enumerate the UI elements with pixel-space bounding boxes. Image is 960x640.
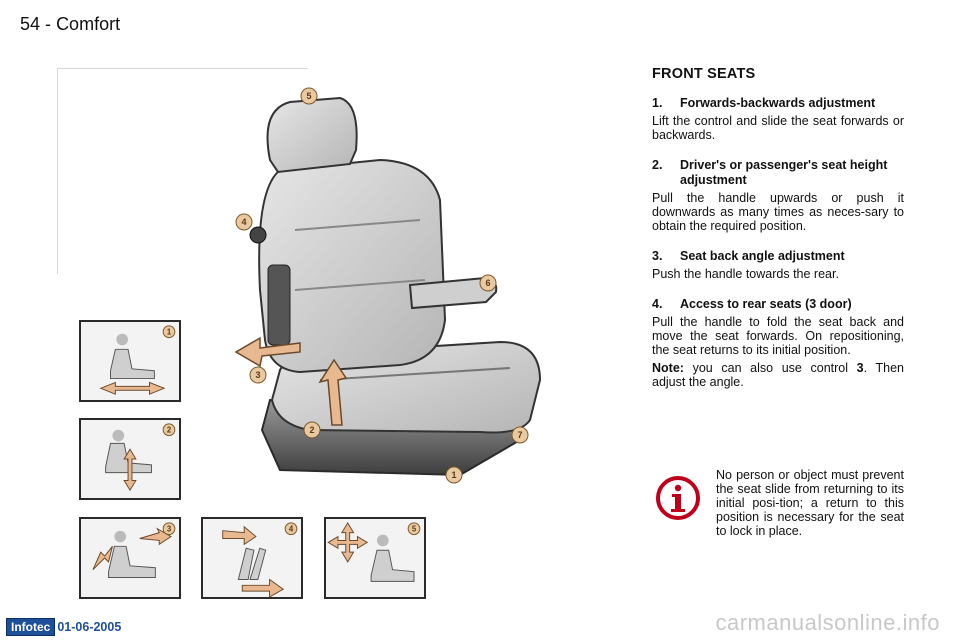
instruction-item (652, 297, 904, 357)
thumbnail-label: 2 (166, 425, 172, 435)
item-text: Pull the handle upwards or push it downwards as many times as neces-sary to obtain the required position. (652, 191, 904, 233)
instruction-item (652, 158, 904, 233)
thumbnail-seat-back (79, 517, 181, 599)
warning-text: No person or object must prevent the seat slide from returning to its initial posi-tion; a return to this position is necessary for the seat to lock in place. (716, 468, 904, 538)
page-header (20, 14, 120, 35)
item-number: 4. (652, 297, 663, 311)
note (652, 361, 904, 389)
thumbnail-forwards-backwards (79, 320, 181, 402)
instruction-item (652, 96, 904, 142)
thumbnail-headrest (324, 517, 426, 599)
item-number: 2. (652, 158, 663, 172)
seat-illustration (200, 80, 560, 500)
thumbnail-label: 4 (288, 524, 294, 534)
note-after: . Then adjust the angle. (652, 361, 904, 389)
header-separator: - (45, 14, 52, 34)
item-heading: Seat back angle adjustment (680, 249, 845, 263)
page-number: 54 (20, 14, 41, 34)
thumbnail-label: 3 (166, 524, 172, 534)
note-text: you can also use control (683, 361, 857, 375)
info-icon (656, 476, 700, 520)
watermark: carmanualsonline.info (715, 610, 940, 635)
thumbnail-label: 1 (166, 327, 172, 337)
callout-label: 7 (517, 430, 523, 440)
seat-headrest (268, 98, 357, 172)
callout-label: 3 (255, 370, 261, 380)
callout-label: 1 (451, 470, 457, 480)
frame-line (57, 68, 308, 69)
page-title: Comfort (56, 14, 121, 34)
recline-knob (250, 227, 266, 243)
thumbnail-rear-access (201, 517, 303, 599)
frame-line (57, 68, 58, 274)
callout-label: 4 (241, 217, 247, 227)
callout-label: 5 (306, 91, 312, 101)
item-text: Push the handle towards the rear. (652, 267, 839, 281)
note-control: 3 (856, 361, 864, 375)
callout-label: 6 (485, 278, 491, 288)
seat-side-handle (268, 265, 290, 345)
item-heading: Driver's or passenger's seat height adjustment (680, 158, 888, 187)
item-text: Pull the handle to fold the seat back and move the seat forwards. On repositioning, the seat returns to its initial position. (652, 315, 904, 357)
item-heading: Forwards-backwards adjustment (680, 96, 876, 110)
thumbnail-label: 5 (411, 524, 417, 534)
item-number: 3. (652, 249, 663, 263)
infotec-logo: Infotec (6, 618, 55, 636)
front-seats-section (652, 66, 904, 389)
item-text: Lift the control and slide the seat forwards or backwards. (652, 114, 904, 142)
thumbnail-height (79, 418, 181, 500)
item-number: 1. (652, 96, 663, 110)
footer (6, 619, 121, 635)
item-heading: Access to rear seats (3 door) (680, 297, 852, 311)
instruction-item (652, 249, 904, 281)
callout-label: 2 (309, 425, 315, 435)
section-title: FRONT SEATS (652, 66, 756, 82)
note-label: Note: (652, 361, 684, 375)
footer-date: 01-06-2005 (57, 620, 122, 634)
